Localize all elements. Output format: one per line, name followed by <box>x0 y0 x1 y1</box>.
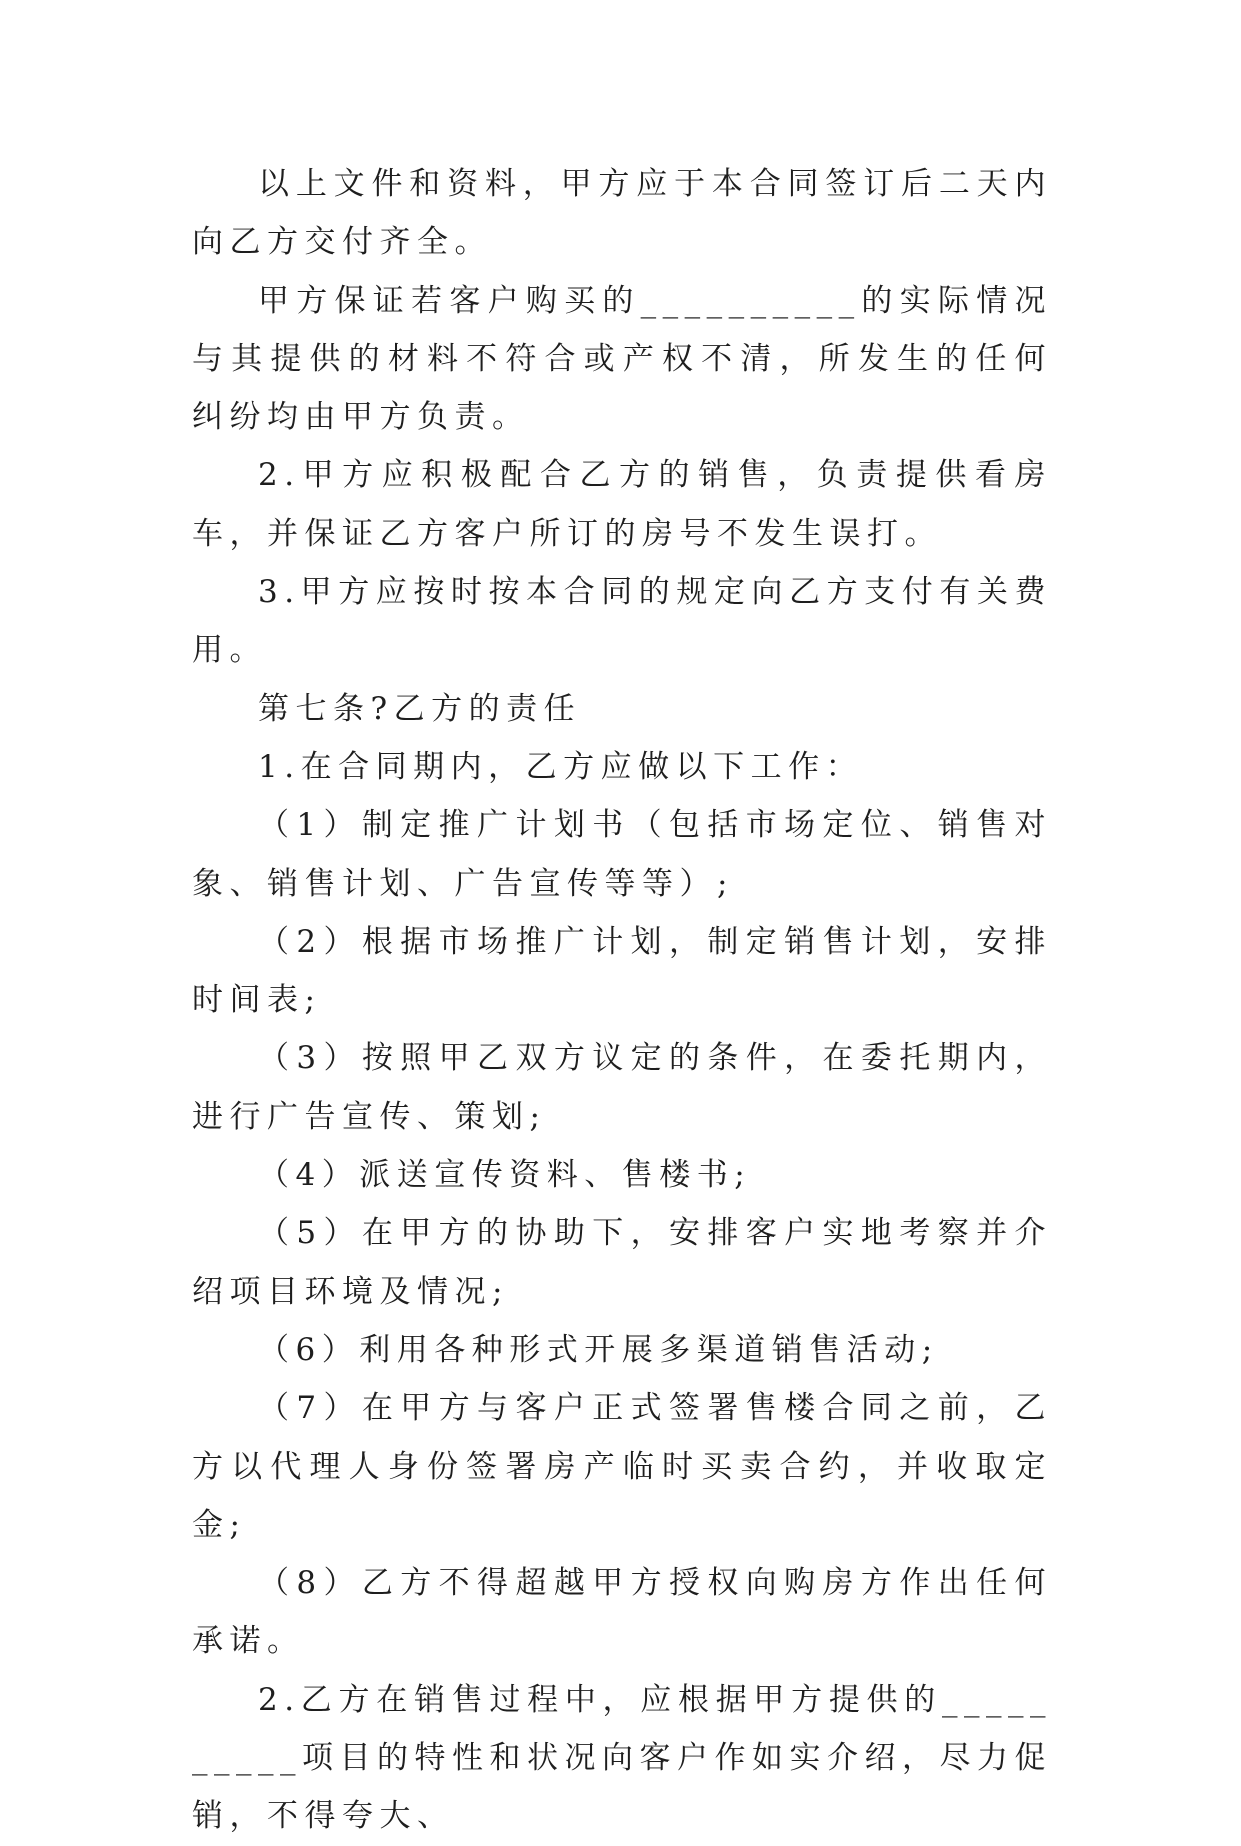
paragraph-party-b-sales-conduct: 2.乙方在销售过程中，应根据甲方提供的__________项目的特性和状况向客户作如实介绍，尽力促销，不得夸大、 <box>192 1681 1052 1835</box>
list-item-8: （8）乙方不得超越甲方授权向购房方作出任何承诺。 <box>192 1565 1052 1660</box>
list-item-4: （4）派送宣传资料、售楼书; <box>258 1157 752 1194</box>
contract-body <box>192 155 1052 1846</box>
list-item-2: （2）根据市场推广计划，制定销售计划，安排时间表; <box>192 923 1052 1019</box>
article-seven-heading: 第七条?乙方的责任 <box>258 690 582 727</box>
list-item-1: （1）制定推广计划书（包括市场定位、销售对象、销售计划、广告宣传等等）; <box>192 807 1052 902</box>
paragraph-party-a-guarantee: 甲方保证若客户购买的__________的实际情况与其提供的材料不符合或产权不清，所发生的任何纠纷均由甲方负责。 <box>192 282 1052 436</box>
paragraph-party-b-duties-intro: 1.在合同期内，乙方应做以下工作： <box>258 748 864 785</box>
list-item-5: （5）在甲方的协助下，安排客户实地考察并介绍项目环境及情况; <box>192 1215 1052 1310</box>
list-item-7: （7）在甲方与客户正式签署售楼合同之前，乙方以代理人身份签署房产临时买卖合约，并收取定金; <box>192 1390 1052 1543</box>
paragraph-party-a-payment: 3.甲方应按时按本合同的规定向乙方支付有关费用。 <box>192 574 1052 669</box>
list-item-3: （3）按照甲乙双方议定的条件，在委托期内，进行广告宣传、策划; <box>192 1040 1052 1135</box>
paragraph-party-a-cooperation: 2.甲方应积极配合乙方的销售，负责提供看房车，并保证乙方客户所订的房号不发生误打。 <box>192 457 1052 552</box>
paragraph-documents-delivery: 以上文件和资料，甲方应于本合同签订后二天内向乙方交付齐全。 <box>192 166 1052 261</box>
list-item-6: （6）利用各种形式开展多渠道销售活动; <box>258 1331 939 1368</box>
